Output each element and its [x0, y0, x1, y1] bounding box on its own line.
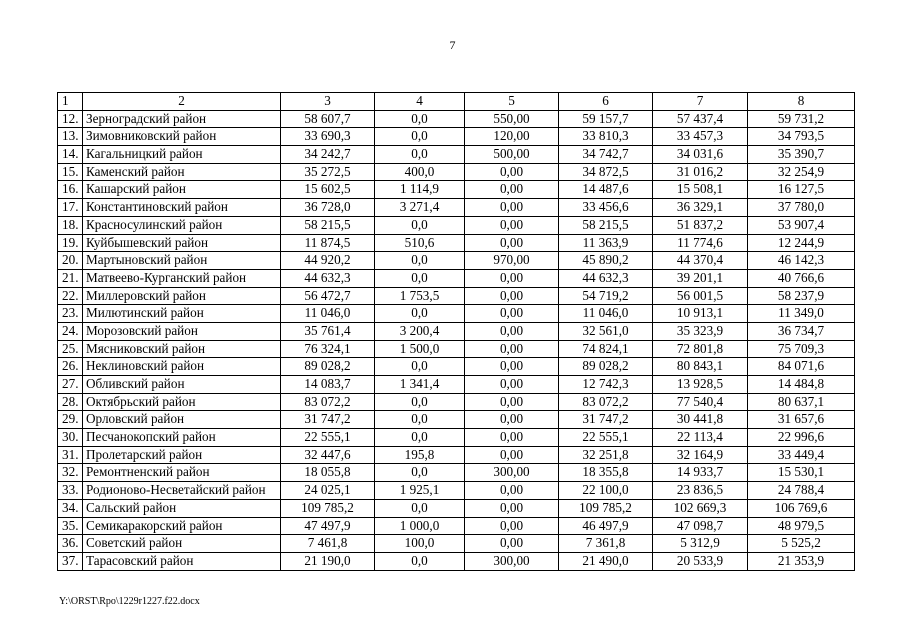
row-number: 34.: [58, 499, 83, 517]
value-cell: 75 709,3: [748, 340, 855, 358]
value-cell: 0,00: [465, 181, 559, 199]
row-number: 12.: [58, 110, 83, 128]
table-row: [58, 216, 855, 234]
table-row: [58, 199, 855, 217]
value-cell: 72 801,8: [653, 340, 748, 358]
value-cell: 0,00: [465, 340, 559, 358]
value-cell: 970,00: [465, 252, 559, 270]
value-cell: 11 046,0: [559, 305, 653, 323]
value-cell: 53 907,4: [748, 216, 855, 234]
table-row: [58, 340, 855, 358]
column-header: 5: [465, 93, 559, 111]
value-cell: 0,0: [375, 393, 465, 411]
value-cell: 36 734,7: [748, 322, 855, 340]
district-name: Мясниковский район: [83, 340, 281, 358]
table-row: [58, 181, 855, 199]
row-number: 36.: [58, 535, 83, 553]
value-cell: 3 271,4: [375, 199, 465, 217]
value-cell: 0,0: [375, 552, 465, 570]
value-cell: 24 025,1: [281, 482, 375, 500]
value-cell: 33 810,3: [559, 128, 653, 146]
row-number: 28.: [58, 393, 83, 411]
row-number: 27.: [58, 376, 83, 394]
row-number: 22.: [58, 287, 83, 305]
value-cell: 80 843,1: [653, 358, 748, 376]
value-cell: 1 753,5: [375, 287, 465, 305]
table-row: [58, 128, 855, 146]
table-row: [58, 429, 855, 447]
value-cell: 0,00: [465, 216, 559, 234]
district-name: Пролетарский район: [83, 446, 281, 464]
value-cell: 33 456,6: [559, 199, 653, 217]
value-cell: 58 215,5: [559, 216, 653, 234]
value-cell: 0,00: [465, 305, 559, 323]
table-row: [58, 411, 855, 429]
district-name: Красносулинский район: [83, 216, 281, 234]
table-row: [58, 358, 855, 376]
value-cell: 35 761,4: [281, 322, 375, 340]
table-row: [58, 535, 855, 553]
value-cell: 13 928,5: [653, 376, 748, 394]
value-cell: 11 363,9: [559, 234, 653, 252]
value-cell: 1 341,4: [375, 376, 465, 394]
value-cell: 0,00: [465, 287, 559, 305]
value-cell: 31 747,2: [559, 411, 653, 429]
value-cell: 0,00: [465, 499, 559, 517]
value-cell: 22 555,1: [559, 429, 653, 447]
value-cell: 32 254,9: [748, 163, 855, 181]
value-cell: 0,00: [465, 393, 559, 411]
value-cell: 5 525,2: [748, 535, 855, 553]
district-name: Советский район: [83, 535, 281, 553]
value-cell: 39 201,1: [653, 269, 748, 287]
value-cell: 84 071,6: [748, 358, 855, 376]
value-cell: 34 793,5: [748, 128, 855, 146]
row-number: 25.: [58, 340, 83, 358]
value-cell: 37 780,0: [748, 199, 855, 217]
value-cell: 109 785,2: [559, 499, 653, 517]
value-cell: 0,0: [375, 110, 465, 128]
value-cell: 11 349,0: [748, 305, 855, 323]
column-header: 8: [748, 93, 855, 111]
value-cell: 11 774,6: [653, 234, 748, 252]
budget-table: [57, 92, 855, 571]
value-cell: 14 487,6: [559, 181, 653, 199]
value-cell: 31 657,6: [748, 411, 855, 429]
value-cell: 32 561,0: [559, 322, 653, 340]
value-cell: 120,00: [465, 128, 559, 146]
district-name: Тарасовский район: [83, 552, 281, 570]
value-cell: 1 114,9: [375, 181, 465, 199]
value-cell: 47 497,9: [281, 517, 375, 535]
value-cell: 31 016,2: [653, 163, 748, 181]
value-cell: 21 353,9: [748, 552, 855, 570]
table-row: [58, 146, 855, 164]
row-number: 16.: [58, 181, 83, 199]
value-cell: 83 072,2: [559, 393, 653, 411]
value-cell: 0,0: [375, 128, 465, 146]
value-cell: 34 242,7: [281, 146, 375, 164]
value-cell: 44 632,3: [281, 269, 375, 287]
table-row: [58, 446, 855, 464]
value-cell: 56 001,5: [653, 287, 748, 305]
value-cell: 20 533,9: [653, 552, 748, 570]
page-number: 7: [449, 38, 456, 52]
value-cell: 100,0: [375, 535, 465, 553]
district-name: Родионово-Несветайский район: [83, 482, 281, 500]
header-row: [58, 93, 855, 111]
row-number: 29.: [58, 411, 83, 429]
value-cell: 33 449,4: [748, 446, 855, 464]
row-number: 32.: [58, 464, 83, 482]
value-cell: 45 890,2: [559, 252, 653, 270]
row-number: 24.: [58, 322, 83, 340]
value-cell: 14 933,7: [653, 464, 748, 482]
value-cell: 0,0: [375, 305, 465, 323]
district-name: Константиновский район: [83, 199, 281, 217]
value-cell: 0,00: [465, 322, 559, 340]
value-cell: 36 728,0: [281, 199, 375, 217]
table-row: [58, 110, 855, 128]
value-cell: 1 000,0: [375, 517, 465, 535]
value-cell: 1 500,0: [375, 340, 465, 358]
value-cell: 300,00: [465, 552, 559, 570]
value-cell: 76 324,1: [281, 340, 375, 358]
value-cell: 46 142,3: [748, 252, 855, 270]
district-name: Зимовниковский район: [83, 128, 281, 146]
table-row: [58, 517, 855, 535]
value-cell: 34 872,5: [559, 163, 653, 181]
table-row: [58, 376, 855, 394]
value-cell: 0,0: [375, 464, 465, 482]
value-cell: 0,00: [465, 269, 559, 287]
value-cell: 14 083,7: [281, 376, 375, 394]
district-name: Куйбышевский район: [83, 234, 281, 252]
value-cell: 0,0: [375, 252, 465, 270]
value-cell: 89 028,2: [281, 358, 375, 376]
value-cell: 0,00: [465, 446, 559, 464]
value-cell: 12 742,3: [559, 376, 653, 394]
table-body: [58, 110, 855, 570]
value-cell: 510,6: [375, 234, 465, 252]
value-cell: 0,00: [465, 376, 559, 394]
table-row: [58, 499, 855, 517]
district-name: Матвеево-Курганский район: [83, 269, 281, 287]
value-cell: 0,0: [375, 269, 465, 287]
value-cell: 36 329,1: [653, 199, 748, 217]
value-cell: 0,0: [375, 429, 465, 447]
district-name: Миллеровский район: [83, 287, 281, 305]
value-cell: 5 312,9: [653, 535, 748, 553]
district-name: Мартыновский район: [83, 252, 281, 270]
value-cell: 35 390,7: [748, 146, 855, 164]
value-cell: 22 113,4: [653, 429, 748, 447]
value-cell: 102 669,3: [653, 499, 748, 517]
value-cell: 7 461,8: [281, 535, 375, 553]
value-cell: 0,00: [465, 411, 559, 429]
value-cell: 51 837,2: [653, 216, 748, 234]
district-name: Семикаракорский район: [83, 517, 281, 535]
row-number: 15.: [58, 163, 83, 181]
table-row: [58, 305, 855, 323]
value-cell: 24 788,4: [748, 482, 855, 500]
value-cell: 0,00: [465, 234, 559, 252]
table-row: [58, 287, 855, 305]
value-cell: 18 355,8: [559, 464, 653, 482]
value-cell: 58 215,5: [281, 216, 375, 234]
table-row: [58, 252, 855, 270]
value-cell: 33 690,3: [281, 128, 375, 146]
column-header: 7: [653, 93, 748, 111]
value-cell: 22 100,0: [559, 482, 653, 500]
value-cell: 22 555,1: [281, 429, 375, 447]
district-name: Орловский район: [83, 411, 281, 429]
value-cell: 58 607,7: [281, 110, 375, 128]
row-number: 20.: [58, 252, 83, 270]
row-number: 18.: [58, 216, 83, 234]
value-cell: 47 098,7: [653, 517, 748, 535]
table-row: [58, 234, 855, 252]
value-cell: 58 237,9: [748, 287, 855, 305]
value-cell: 21 490,0: [559, 552, 653, 570]
value-cell: 11 874,5: [281, 234, 375, 252]
district-name: Зерноградский район: [83, 110, 281, 128]
table-row: [58, 269, 855, 287]
value-cell: 109 785,2: [281, 499, 375, 517]
value-cell: 106 769,6: [748, 499, 855, 517]
row-number: 19.: [58, 234, 83, 252]
value-cell: 21 190,0: [281, 552, 375, 570]
table-row: [58, 322, 855, 340]
value-cell: 59 731,2: [748, 110, 855, 128]
value-cell: 32 164,9: [653, 446, 748, 464]
value-cell: 15 508,1: [653, 181, 748, 199]
district-name: Морозовский район: [83, 322, 281, 340]
table-row: [58, 464, 855, 482]
value-cell: 44 370,4: [653, 252, 748, 270]
row-number: 23.: [58, 305, 83, 323]
value-cell: 0,0: [375, 146, 465, 164]
column-header: 3: [281, 93, 375, 111]
column-header: 6: [559, 93, 653, 111]
value-cell: 0,0: [375, 358, 465, 376]
value-cell: 3 200,4: [375, 322, 465, 340]
value-cell: 300,00: [465, 464, 559, 482]
column-header: 1: [58, 93, 83, 111]
value-cell: 7 361,8: [559, 535, 653, 553]
district-name: Неклиновский район: [83, 358, 281, 376]
value-cell: 15 602,5: [281, 181, 375, 199]
row-number: 30.: [58, 429, 83, 447]
value-cell: 33 457,3: [653, 128, 748, 146]
value-cell: 34 742,7: [559, 146, 653, 164]
value-cell: 30 441,8: [653, 411, 748, 429]
value-cell: 46 497,9: [559, 517, 653, 535]
value-cell: 77 540,4: [653, 393, 748, 411]
value-cell: 11 046,0: [281, 305, 375, 323]
value-cell: 22 996,6: [748, 429, 855, 447]
value-cell: 31 747,2: [281, 411, 375, 429]
district-name: Кашарский район: [83, 181, 281, 199]
value-cell: 15 530,1: [748, 464, 855, 482]
value-cell: 0,00: [465, 517, 559, 535]
value-cell: 0,00: [465, 199, 559, 217]
value-cell: 54 719,2: [559, 287, 653, 305]
row-number: 35.: [58, 517, 83, 535]
district-name: Обливский район: [83, 376, 281, 394]
district-name: Кагальницкий район: [83, 146, 281, 164]
value-cell: 0,00: [465, 429, 559, 447]
row-number: 17.: [58, 199, 83, 217]
value-cell: 32 447,6: [281, 446, 375, 464]
value-cell: 35 272,5: [281, 163, 375, 181]
district-name: Каменский район: [83, 163, 281, 181]
value-cell: 16 127,5: [748, 181, 855, 199]
column-header: 2: [83, 93, 281, 111]
row-number: 37.: [58, 552, 83, 570]
value-cell: 56 472,7: [281, 287, 375, 305]
table-row: [58, 482, 855, 500]
value-cell: 74 824,1: [559, 340, 653, 358]
value-cell: 48 979,5: [748, 517, 855, 535]
value-cell: 12 244,9: [748, 234, 855, 252]
value-cell: 0,00: [465, 535, 559, 553]
row-number: 13.: [58, 128, 83, 146]
value-cell: 34 031,6: [653, 146, 748, 164]
file-path-footer: Y:\ORST\Rpo\1229r1227.f22.docx: [59, 596, 200, 607]
row-number: 14.: [58, 146, 83, 164]
value-cell: 23 836,5: [653, 482, 748, 500]
value-cell: 59 157,7: [559, 110, 653, 128]
row-number: 21.: [58, 269, 83, 287]
value-cell: 0,0: [375, 216, 465, 234]
value-cell: 500,00: [465, 146, 559, 164]
value-cell: 0,0: [375, 499, 465, 517]
value-cell: 44 632,3: [559, 269, 653, 287]
value-cell: 0,00: [465, 163, 559, 181]
table-row: [58, 163, 855, 181]
value-cell: 89 028,2: [559, 358, 653, 376]
district-name: Октябрьский район: [83, 393, 281, 411]
value-cell: 32 251,8: [559, 446, 653, 464]
row-number: 26.: [58, 358, 83, 376]
table-row: [58, 393, 855, 411]
district-name: Милютинский район: [83, 305, 281, 323]
row-number: 31.: [58, 446, 83, 464]
value-cell: 44 920,2: [281, 252, 375, 270]
value-cell: 14 484,8: [748, 376, 855, 394]
district-name: Ремонтненский район: [83, 464, 281, 482]
table-row: [58, 552, 855, 570]
value-cell: 550,00: [465, 110, 559, 128]
value-cell: 35 323,9: [653, 322, 748, 340]
value-cell: 195,8: [375, 446, 465, 464]
district-name: Песчанокопский район: [83, 429, 281, 447]
value-cell: 0,00: [465, 358, 559, 376]
district-name: Сальский район: [83, 499, 281, 517]
value-cell: 10 913,1: [653, 305, 748, 323]
value-cell: 400,0: [375, 163, 465, 181]
value-cell: 83 072,2: [281, 393, 375, 411]
value-cell: 18 055,8: [281, 464, 375, 482]
value-cell: 80 637,1: [748, 393, 855, 411]
value-cell: 0,0: [375, 411, 465, 429]
value-cell: 0,00: [465, 482, 559, 500]
row-number: 33.: [58, 482, 83, 500]
value-cell: 40 766,6: [748, 269, 855, 287]
value-cell: 57 437,4: [653, 110, 748, 128]
column-header: 4: [375, 93, 465, 111]
value-cell: 1 925,1: [375, 482, 465, 500]
